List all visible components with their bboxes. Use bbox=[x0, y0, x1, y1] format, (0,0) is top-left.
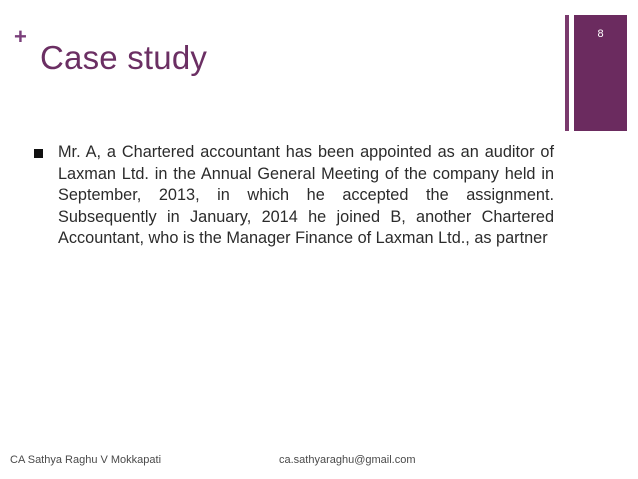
footer-author: CA Sathya Raghu V Mokkapati bbox=[10, 454, 162, 466]
slide-title: Case study bbox=[40, 39, 208, 76]
footer-email: ca.sathyaraghu@gmail.com bbox=[279, 454, 416, 466]
square-bullet-icon bbox=[34, 149, 43, 158]
accent-bar bbox=[565, 15, 569, 131]
slide-body bbox=[34, 142, 554, 250]
plus-icon: + bbox=[14, 24, 27, 49]
bullet-text: Mr. A, a Chartered accountant has been appointed as an auditor of Laxman Ltd. in the Annual General Meeting of the company held in September, 2013, in which he accepted the assignment. Subsequently in January, 2014 he joined B, another Chartered Accountant, who is the Manager Finance of Laxman Ltd., as partner bbox=[58, 143, 554, 248]
slide-number: 8 bbox=[597, 28, 604, 40]
bullet-item bbox=[34, 142, 554, 250]
